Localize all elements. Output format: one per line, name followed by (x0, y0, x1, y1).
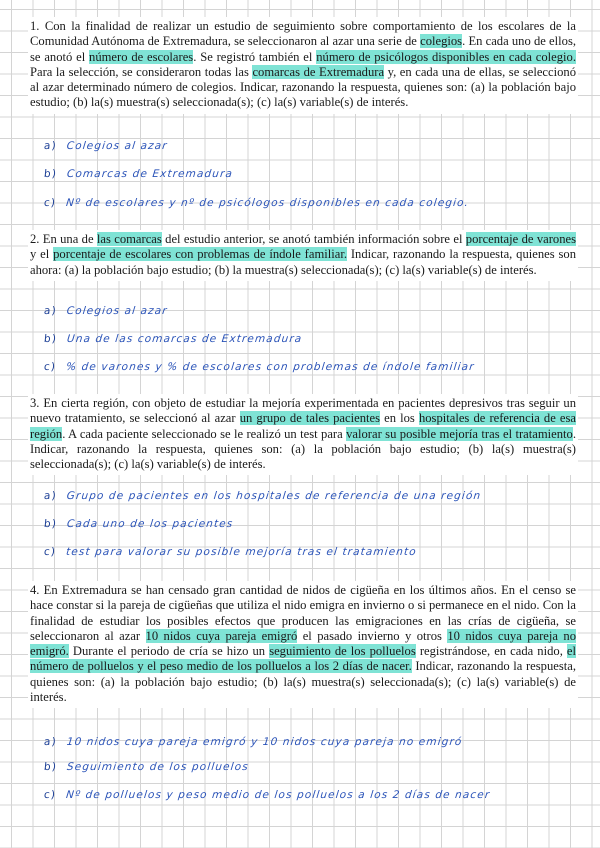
highlighted-text: comarcas de Extremadura (252, 64, 385, 79)
highlighted-text: 10 nidos cuya pareja emigró (145, 628, 298, 643)
answer-label: c) (43, 361, 57, 373)
question-1-text (30, 19, 576, 111)
highlighted-text: un grupo de tales pacientes (239, 411, 380, 426)
highlighted-text: número de escolares (89, 49, 194, 64)
question-4 (28, 581, 578, 708)
answer-label: c) (43, 197, 57, 209)
highlighted-text: porcentaje de varones (465, 232, 576, 246)
text-segment: . A cada paciente seleccionado se le realizó un test para (62, 426, 347, 441)
answer-text: Colegios al azar (66, 305, 169, 317)
highlighted-text: número de psicólogos disponibles en cada colegio. (316, 49, 576, 64)
highlighted-text: colegios (420, 34, 463, 49)
question-4-text (30, 583, 576, 705)
answer-label: b) (43, 333, 58, 345)
answer-4a (43, 736, 463, 748)
question-1 (28, 17, 578, 114)
answer-text: Seguimiento de los polluelos (66, 761, 250, 773)
text-segment: y, en cada una de ellas, se seleccionó al azar determinado número de colegios. Indicar, razonando la respuesta, quienes son: (a) la población bajo estudio; (b) la(s) muestra(s) seleccionada(s); (c) la(s) variable(s) de interés. (30, 64, 576, 110)
answer-text: Comarcas de Extremadura (66, 168, 234, 180)
answer-3b (43, 518, 234, 530)
answer-1c (43, 197, 469, 209)
text-segment: Durante el periodo de cría se hizo un (68, 644, 270, 659)
answer-label: b) (43, 761, 58, 773)
answer-4b (43, 761, 249, 773)
answer-label: b) (43, 518, 58, 530)
answer-2b (43, 333, 302, 345)
text-segment: Indicar, razonando la respuesta, quienes son ahora: (a) la población bajo estudio; (b) la muestra(s) seleccionada(s); (c) la(s) variable(s) de interés. (30, 247, 577, 277)
highlighted-text: valorar su posible mejoría tras el tratamiento (346, 426, 573, 441)
highlighted-text: seguimiento de los polluelos (269, 644, 416, 659)
highlighted-text: 10 nidos cuya pareja no emigró. (30, 628, 576, 659)
answer-label: a) (43, 490, 58, 502)
question-2-text (30, 232, 576, 278)
text-segment: del estudio anterior, se anotó también información sobre el (161, 232, 466, 246)
answer-3c (43, 546, 417, 558)
answer-2a (43, 305, 168, 317)
answer-text: Nº de polluelos y peso medio de los polluelos a los 2 días de nacer (65, 789, 491, 801)
question-2 (28, 230, 578, 281)
highlighted-text: porcentaje de escolares con problemas de índole familiar. (53, 247, 347, 262)
answer-text: Cada uno de los pacientes (66, 518, 234, 530)
text-segment: 4. En Extremadura se han censado gran cantidad de nidos de cigüeña en los últimos años. En el censo se hace constar si la pareja de cigüeñas que utiliza el nido emigra en invierno o si permanece en el nido. Con la finalidad de estudiar los posibles efectos que producen las emigraciones en las crías de cigüeña, se seleccionaron al azar (30, 583, 576, 643)
answer-3a (43, 490, 481, 502)
text-segment: el pasado invierno y otros (297, 628, 448, 643)
text-segment: . Indicar, razonando la respuesta, quienes son: (a) la población bajo estudio; (b) la(s) muestra(s) seleccionada(s); (c) la(s) variable(s) de interés. (30, 426, 576, 472)
answer-label: a) (43, 305, 58, 317)
answer-label: c) (43, 789, 57, 801)
answer-label: a) (43, 736, 58, 748)
answer-text: test para valorar su posible mejoría tras el tratamiento (65, 546, 418, 558)
answer-label: a) (43, 140, 58, 152)
question-3 (28, 394, 578, 475)
highlighted-text: las comarcas (96, 232, 162, 246)
text-segment: Para la selección, se consideraron todas las (30, 64, 253, 79)
highlighted-text: hospitales de referencia de esa región (30, 411, 576, 441)
highlighted-text: el número de polluelos y el peso medio de los polluelos a los 2 días de nacer. (30, 644, 577, 674)
text-segment: Indicar, razonando la respuesta, quienes son: (a) la población bajo estudio; (b) la(s) muestra(s) seleccionada(s); (c) la(s) variable(s) de interés. (30, 659, 576, 705)
answer-label: b) (43, 168, 58, 180)
text-segment: 1. Con la finalidad de realizar un estudio de seguimiento sobre comportamiento de los escolares de la Comunidad Autónoma de Extremadura, se seleccionaron al azar una serie de (30, 19, 576, 49)
answer-text: Nº de escolares y nº de psicólogos disponibles en cada colegio. (65, 197, 470, 209)
answer-text: Una de las comarcas de Extremadura (66, 333, 303, 345)
text-segment: . En cada uno de ellos, se anotó el (30, 34, 576, 64)
answer-1b (43, 168, 233, 180)
answer-text: % de varones y % de escolares con problemas de índole familiar (65, 361, 476, 373)
answer-text: Colegios al azar (66, 140, 169, 152)
text-segment: y el (30, 247, 54, 262)
answer-4c (43, 789, 490, 801)
text-segment: 2. En una de (30, 232, 97, 246)
text-segment: . Se registró también el (193, 49, 317, 64)
text-segment: 3. En cierta región, con objeto de estudiar la mejoría experimentada en pacientes depresivos tras seguir un nuevo tratamiento, se seleccionó al azar (30, 396, 576, 426)
answer-text: Grupo de pacientes en los hospitales de referencia de una región (66, 490, 482, 502)
answer-2c (43, 361, 475, 373)
text-segment: registrándose, en cada nido, (415, 644, 567, 659)
answer-label: c) (43, 546, 57, 558)
question-3-text (30, 396, 576, 472)
answer-text: 10 nidos cuya pareja emigró y 10 nidos cuya pareja no emigró (66, 736, 463, 748)
answer-1a (43, 140, 168, 152)
text-segment: en los (380, 411, 419, 426)
